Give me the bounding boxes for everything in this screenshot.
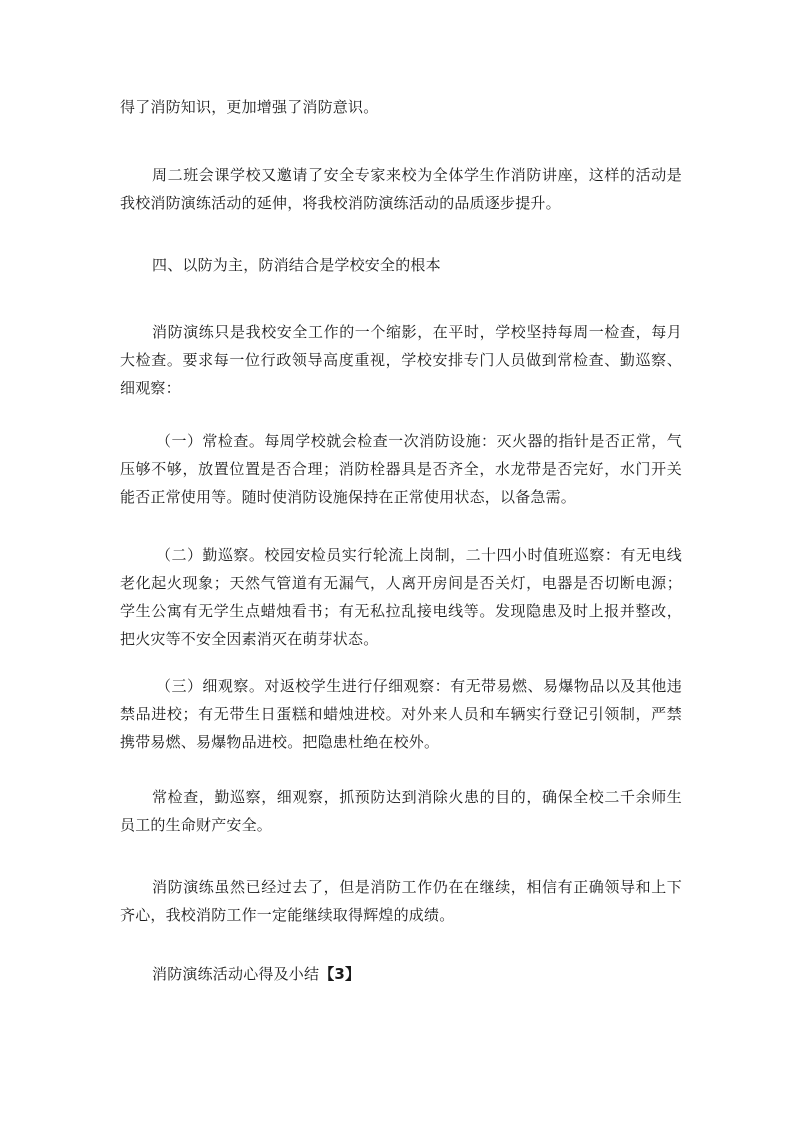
paragraph-2: 周二班会课学校又邀请了安全专家来校为全体学生作消防讲座，这样的活动是我校消防演练活动的延伸，将我校消防演练活动的品质逐步提升。	[120, 166, 682, 212]
paragraph-observe: （三）细观察。对返校学生进行仔细观察：有无带易燃、易爆物品以及其他违禁品进校；有无带生日蛋糕和蜡烛进校。对外来人员和车辆实行登记引领制，严禁携带易燃、易爆物品进校。把隐患杜绝在校外。	[120, 677, 682, 751]
paragraph-check: （一）常检查。每周学校就会检查一次消防设施：灭火器的指针是否正常，气压够不够，放置位置是否合理；消防栓器具是否齐全，水龙带是否完好，水门开关能否正常使用等。随时使消防设施保持在正常使用状态，以备急需。	[120, 432, 682, 506]
section-number: 【3】	[319, 965, 361, 983]
paragraph-summary: 常检查，勤巡察，细观察，抓预防达到消除火患的目的，确保全校二千余师生员工的生命财产安全。	[120, 788, 682, 834]
paragraph-1: 得了消防知识，更加增强了消防意识。	[120, 98, 379, 116]
section-title-3	[120, 960, 682, 988]
paragraph-closing: 消防演练虽然已经过去了，但是消防工作仍在在继续，相信有正确领导和上下齐心，我校消防工作一定能继续取得辉煌的成绩。	[120, 878, 682, 924]
section-heading-4: 四、以防为主，防消结合是学校安全的根本	[152, 256, 441, 274]
paragraph-patrol: （二）勤巡察。校园安检员实行轮流上岗制，二十四小时值班巡察：有无电线老化起火现象；天然气管道有无漏气，人离开房间是否关灯，电器是否切断电源；学生公寓有无学生点蜡烛看书；有无私拉乱接电线等。发现隐患及时上报并整改，把火灾等不安全因素消灭在萌芽状态。	[120, 546, 682, 648]
paragraph-3: 消防演练只是我校安全工作的一个缩影，在平时，学校坚持每周一检查，每月大检查。要求每一位行政领导高度重视，学校安排专门人员做到常检查、勤巡察、细观察：	[120, 323, 682, 397]
section-title-text: 消防演练活动心得及小结	[152, 965, 320, 983]
